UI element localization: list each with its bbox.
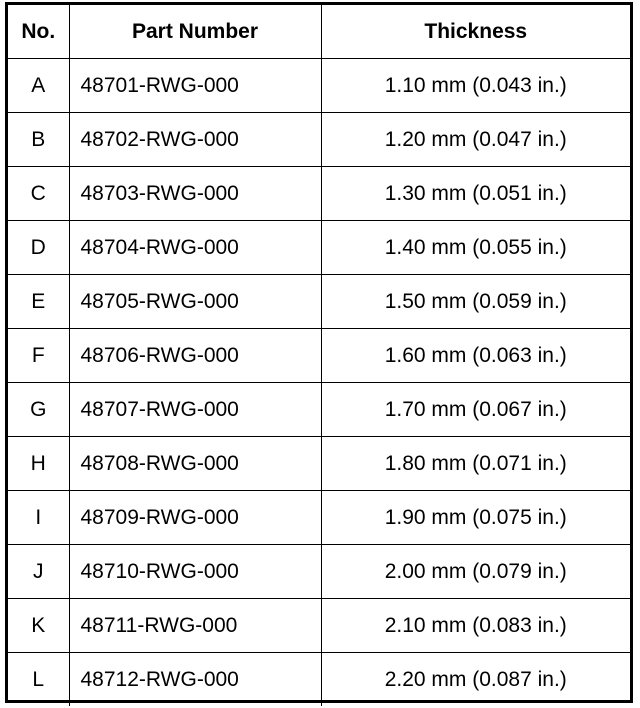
table-row	[8, 437, 630, 491]
cell-no: F	[8, 329, 69, 383]
table-row	[8, 59, 630, 113]
parts-table-frame	[5, 2, 633, 703]
cell-part-number: 48712-RWG-000	[69, 653, 321, 707]
cell-part-number: 48710-RWG-000	[69, 545, 321, 599]
cell-part-number: 48707-RWG-000	[69, 383, 321, 437]
cell-thickness: 1.40 mm (0.055 in.)	[321, 221, 630, 275]
cell-thickness: 1.70 mm (0.067 in.)	[321, 383, 630, 437]
table-row	[8, 383, 630, 437]
cell-no: C	[8, 167, 69, 221]
header-thickness: Thickness	[321, 5, 630, 59]
table-row	[8, 221, 630, 275]
cell-no: A	[8, 59, 69, 113]
table-row	[8, 113, 630, 167]
cell-thickness: 1.20 mm (0.047 in.)	[321, 113, 630, 167]
table-header	[8, 5, 630, 59]
cell-part-number: 48711-RWG-000	[69, 599, 321, 653]
cell-thickness: 1.50 mm (0.059 in.)	[321, 275, 630, 329]
cell-thickness: 2.00 mm (0.079 in.)	[321, 545, 630, 599]
cell-no: E	[8, 275, 69, 329]
table-row	[8, 275, 630, 329]
cell-part-number: 48705-RWG-000	[69, 275, 321, 329]
cell-thickness: 1.30 mm (0.051 in.)	[321, 167, 630, 221]
header-no: No.	[8, 5, 69, 59]
cell-thickness: 1.10 mm (0.043 in.)	[321, 59, 630, 113]
header-part-number: Part Number	[69, 5, 321, 59]
cell-no: L	[8, 653, 69, 707]
cell-no: D	[8, 221, 69, 275]
cell-no: B	[8, 113, 69, 167]
table-row	[8, 545, 630, 599]
cell-no: J	[8, 545, 69, 599]
cell-part-number: 48708-RWG-000	[69, 437, 321, 491]
cell-part-number: 48702-RWG-000	[69, 113, 321, 167]
header-row	[8, 5, 630, 59]
cell-no: K	[8, 599, 69, 653]
cell-no: H	[8, 437, 69, 491]
cell-thickness: 2.10 mm (0.083 in.)	[321, 599, 630, 653]
cell-part-number: 48706-RWG-000	[69, 329, 321, 383]
cell-no: G	[8, 383, 69, 437]
table-row	[8, 653, 630, 707]
cell-thickness: 1.80 mm (0.071 in.)	[321, 437, 630, 491]
parts-table	[8, 5, 630, 706]
table-row	[8, 167, 630, 221]
cell-part-number: 48704-RWG-000	[69, 221, 321, 275]
cell-part-number: 48709-RWG-000	[69, 491, 321, 545]
cell-thickness: 1.60 mm (0.063 in.)	[321, 329, 630, 383]
table-row	[8, 491, 630, 545]
cell-thickness: 1.90 mm (0.075 in.)	[321, 491, 630, 545]
cell-thickness: 2.20 mm (0.087 in.)	[321, 653, 630, 707]
table-row	[8, 329, 630, 383]
cell-part-number: 48703-RWG-000	[69, 167, 321, 221]
cell-no: I	[8, 491, 69, 545]
table-row	[8, 599, 630, 653]
table-body	[8, 59, 630, 707]
cell-part-number: 48701-RWG-000	[69, 59, 321, 113]
